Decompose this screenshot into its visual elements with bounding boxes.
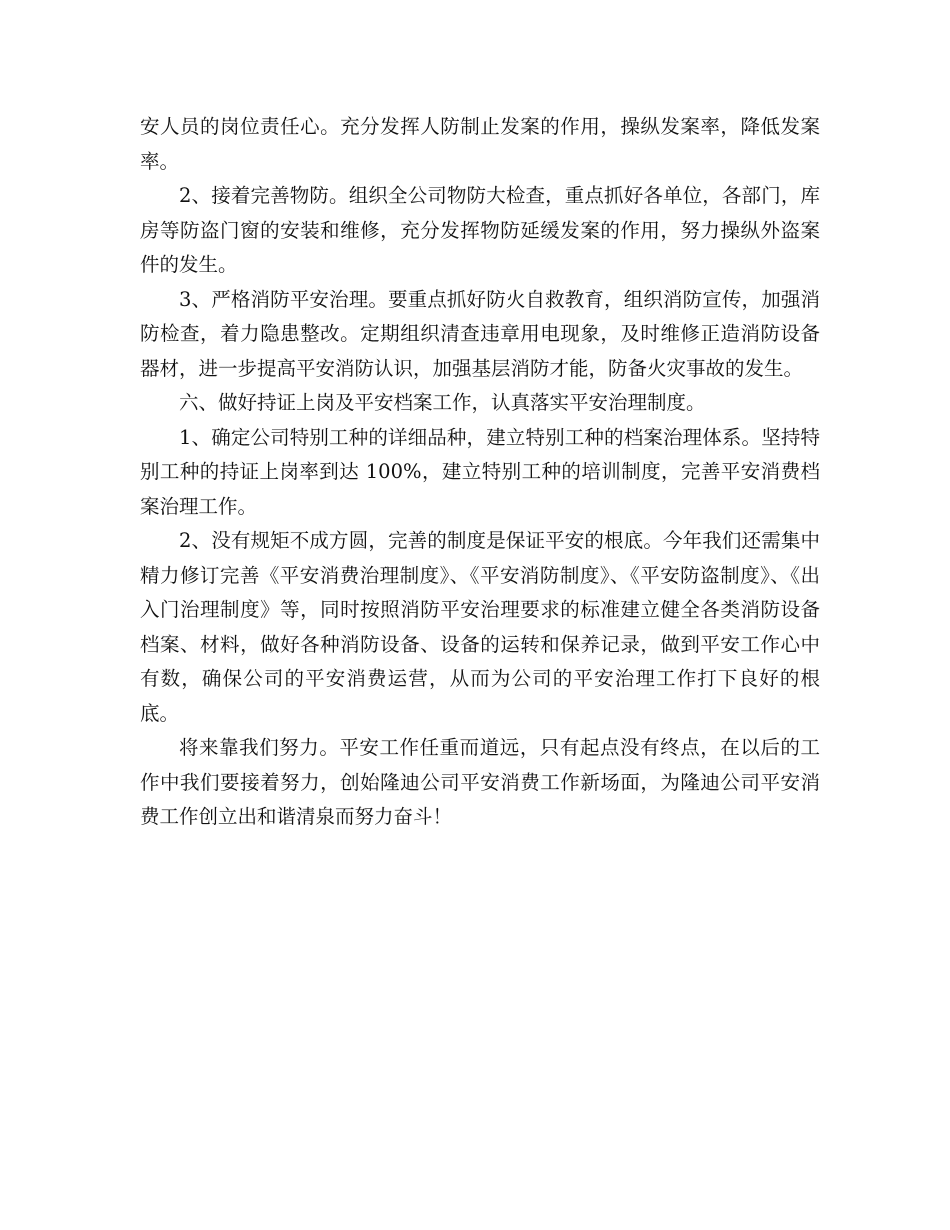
document-body [140,110,820,835]
paragraph-regulations: 2、没有规矩不成方圆，完善的制度是保证平安的根底。今年我们还需集中精力修订完善《平安消费治理制度》、《平安消防制度》、《平安防盗制度》、《出入门治理制度》等，同时按照消防平安治理要求的标准建立健全各类消防设备档案、材料，做好各种消防设备、设备的运转和保养记录，做到平安工作心中有数，确保公司的平安消费运营，从而为公司的平安治理工作打下良好的根底。 [140,529,820,725]
paragraph-continuation: 安人员的岗位责任心。充分发挥人防制止发案的作用，操纵发案率，降低发案率。 [140,115,820,173]
paragraph-special-workers: 1、确定公司特别工种的详细品种，建立特别工种的档案治理体系。坚持特别工种的持证上岗率到达 100%，建立特别工种的培训制度，完善平安消费档案治理工作。 [140,425,820,518]
paragraph-conclusion: 将来靠我们努力。平安工作任重而道远，只有起点没有终点，在以后的工作中我们要接着努力，创始隆迪公司平安消费工作新场面，为隆迪公司平安消费工作创立出和谐清泉而努力奋斗！ [140,736,820,828]
paragraph-fire-safety: 3、严格消防平安治理。要重点抓好防火自救教育，组织消防宣传，加强消防检查，着力隐患整改。定期组织清查违章用电现象，及时维修正造消防设备器材，进一步提高平安消防认识，加强基层消防才能，防备火灾事故的发生。 [140,287,820,380]
paragraph-physical-defense: 2、接着完善物防。组织全公司物防大检查，重点抓好各单位，各部门，库房等防盗门窗的安装和维修，充分发挥物防延缓发案的作用，努力操纵外盗案件的发生。 [140,184,820,276]
section-heading-six: 六、做好持证上岗及平安档案工作，认真落实平安治理制度。 [179,391,706,414]
